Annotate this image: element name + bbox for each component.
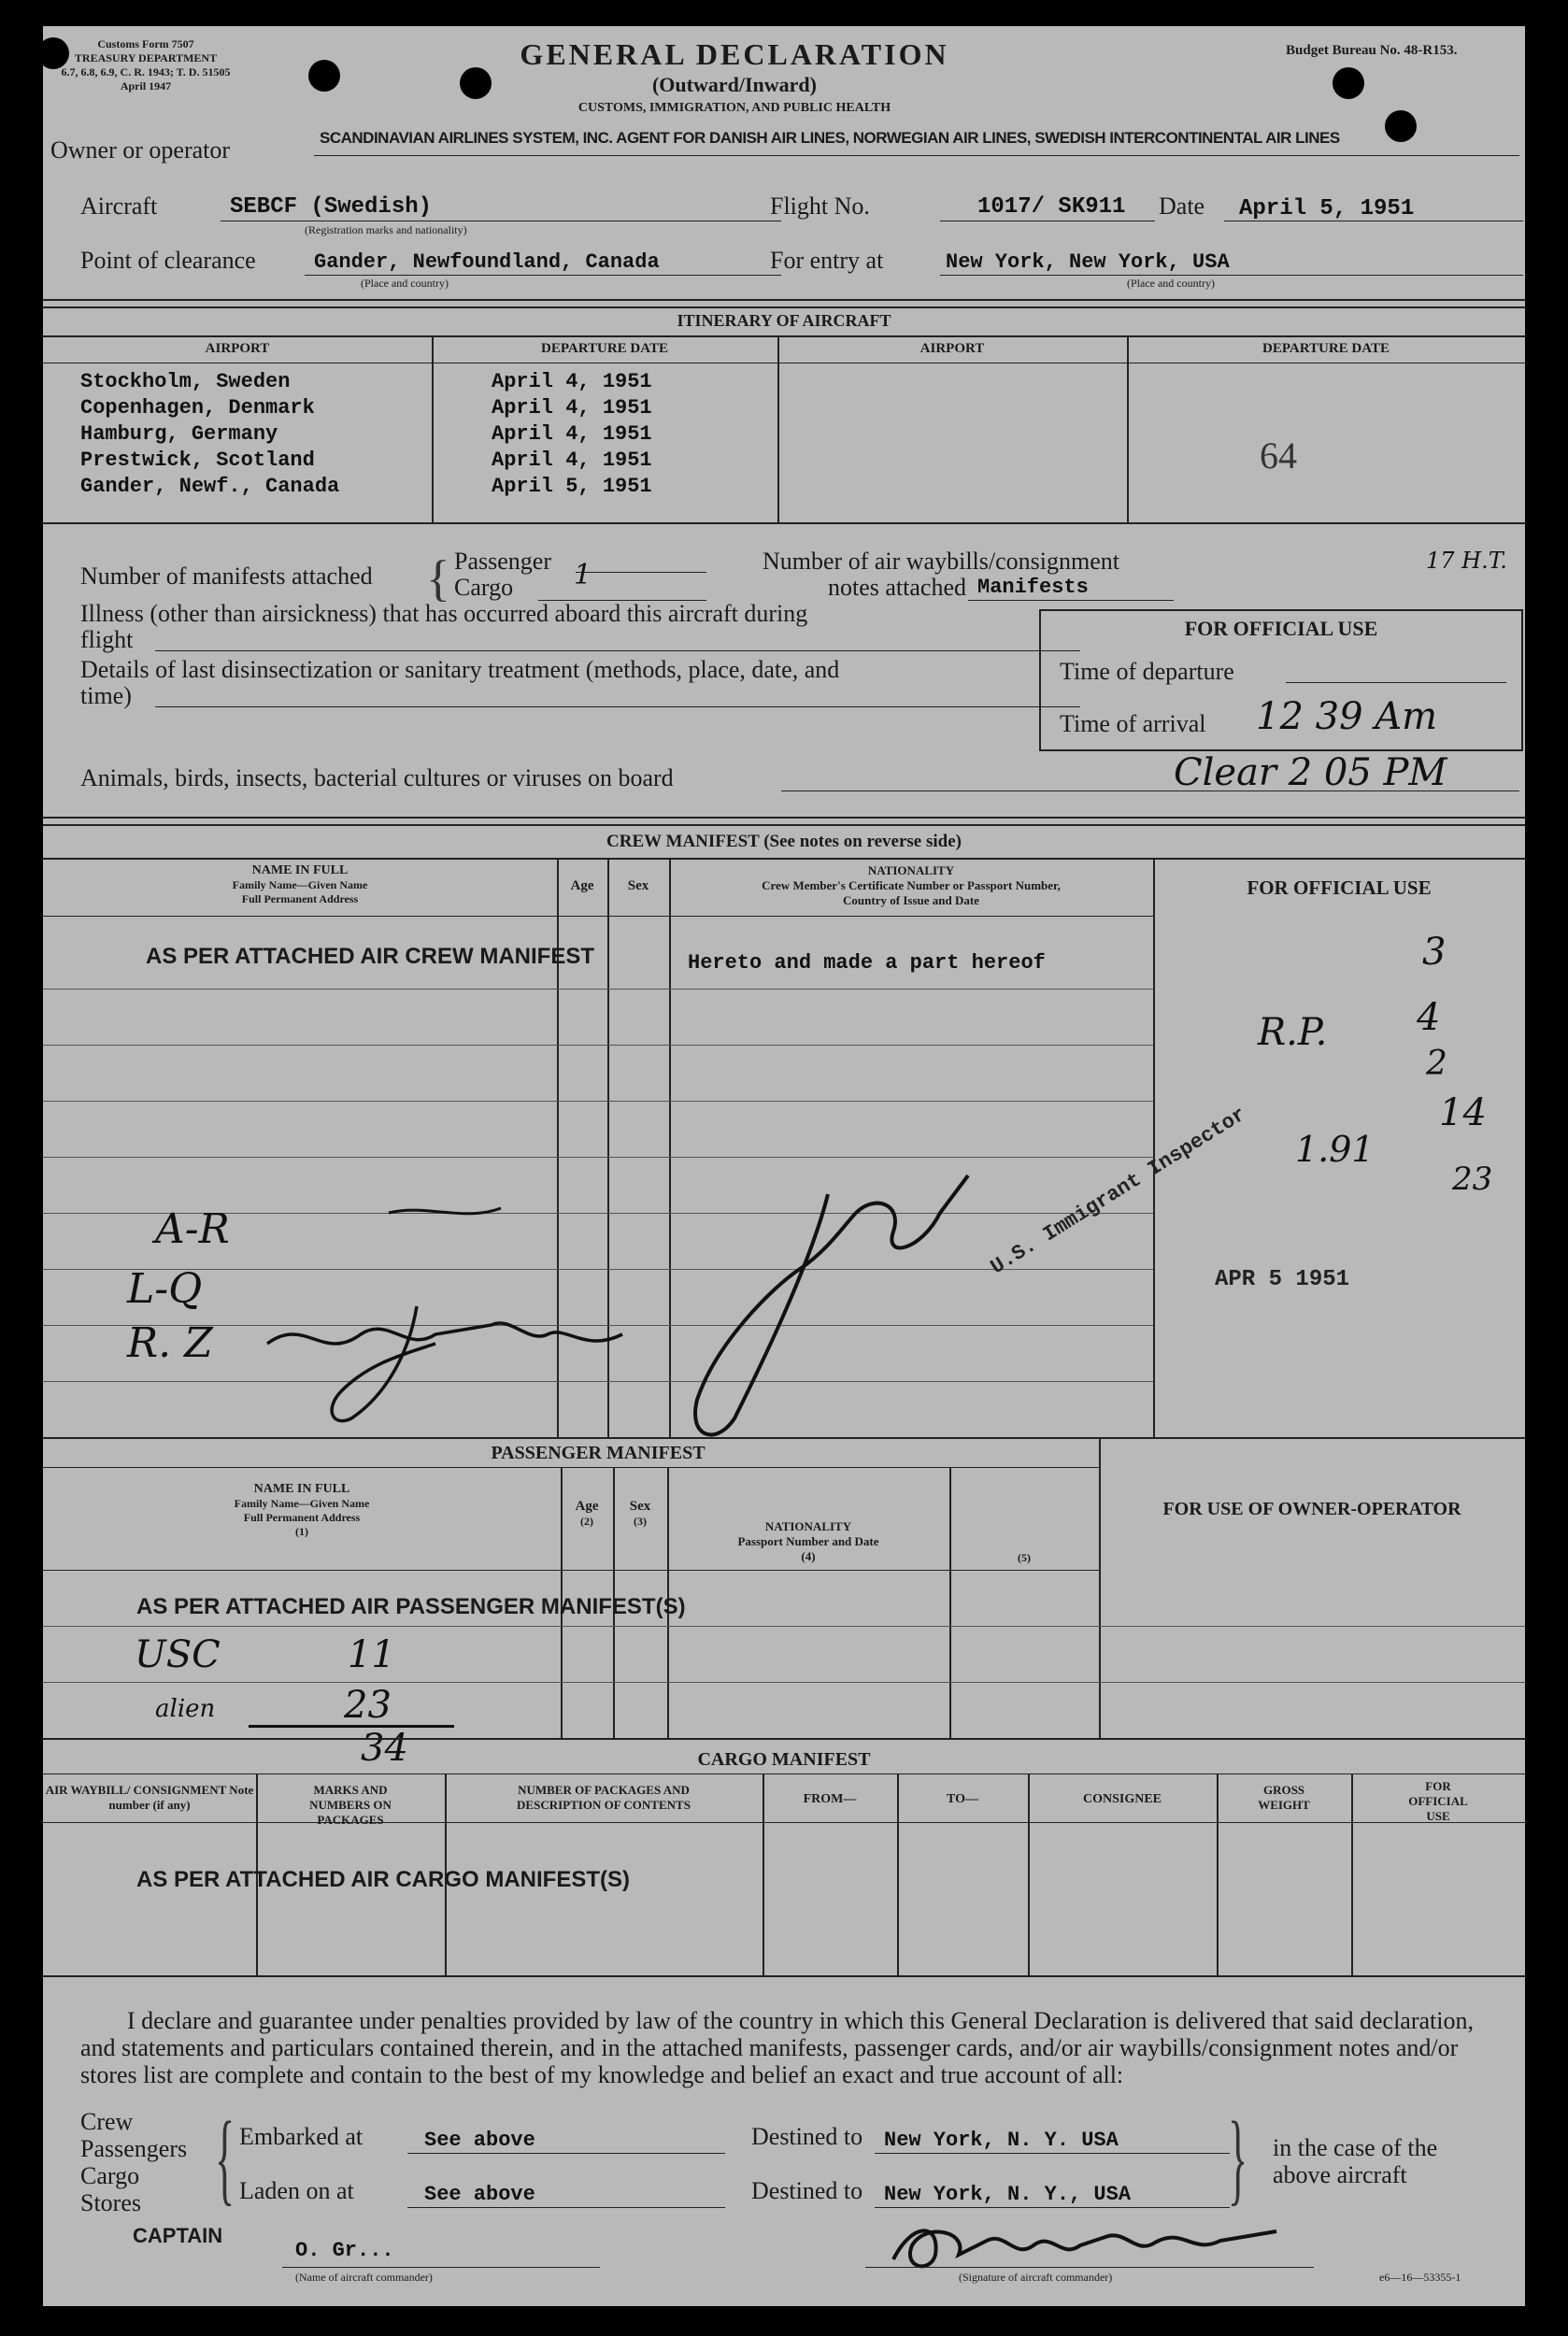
cargo-col-consignee: CONSIGNEE bbox=[1082, 1792, 1162, 1806]
cargo-col-from: FROM— bbox=[803, 1792, 857, 1806]
itinerary-col-departure: DEPARTURE DATE bbox=[540, 341, 668, 356]
cargo-col-official: FOR OFFICIAL USE bbox=[1408, 1779, 1468, 1823]
page-title: GENERAL DECLARATION bbox=[520, 37, 949, 71]
itinerary-airport: Stockholm, Sweden bbox=[80, 370, 291, 393]
official-signatures bbox=[249, 1101, 1090, 1456]
manifests-cargo-mark: 1 bbox=[574, 559, 592, 591]
crew-hand-i: L-Q bbox=[127, 1265, 203, 1313]
animals-label: Animals, birds, insects, bacterial cultures or viruses on board bbox=[80, 764, 674, 791]
waybills-label-1: Number of air waybills/consignment bbox=[763, 548, 1119, 575]
crew-hand-h: A-R bbox=[155, 1205, 230, 1253]
cargo-entry: AS PER ATTACHED AIR CARGO MANIFEST(S) bbox=[136, 1867, 630, 1892]
illness-label-1: Illness (other than airsickness) that has occurred aboard this aircraft during bbox=[80, 600, 808, 627]
crew-col-sex: Sex bbox=[627, 878, 649, 893]
destined-label-2: Destined to bbox=[751, 2177, 863, 2204]
passenger-col-owner: FOR USE OF OWNER-OPERATOR bbox=[1162, 1499, 1461, 1519]
crew-hand-j: R. Z bbox=[127, 1319, 213, 1367]
page-subtitle-2: CUSTOMS, IMMIGRATION, AND PUBLIC HEALTH bbox=[577, 101, 891, 115]
laden-value: See above bbox=[424, 2183, 535, 2206]
declaration-categories: Crew Passengers Cargo Stores bbox=[80, 2108, 188, 2216]
official-use-title: FOR OFFICIAL USE bbox=[1184, 617, 1378, 640]
passenger-hand-a: USC bbox=[135, 1633, 221, 1676]
captain-name: O. Gr... bbox=[295, 2239, 394, 2262]
itinerary-stamp-number: 64 bbox=[1260, 434, 1297, 477]
laden-label: Laden on at bbox=[239, 2177, 354, 2204]
time-of-arrival-label: Time of arrival bbox=[1060, 710, 1206, 737]
official-use-box bbox=[1039, 609, 1523, 751]
crew-hand-d: 2 bbox=[1426, 1045, 1447, 1083]
inspector-stamp-date: APR 5 1951 bbox=[1215, 1267, 1350, 1292]
itinerary-airport: Copenhagen, Denmark bbox=[80, 396, 315, 420]
crew-hand-f: 14 bbox=[1439, 1091, 1487, 1134]
cargo-col-to: TO— bbox=[947, 1792, 978, 1806]
flight-value: 1017/ SK911 bbox=[977, 194, 1126, 220]
itinerary-airport: Gander, Newf., Canada bbox=[80, 475, 340, 498]
passenger-col-5: (5) bbox=[1018, 1551, 1031, 1564]
cargo-col-packages: NUMBER OF PACKAGES AND DESCRIPTION OF CONTENTS bbox=[517, 1783, 691, 1812]
passenger-title: PASSENGER MANIFEST bbox=[491, 1443, 706, 1463]
embarked-label: Embarked at bbox=[239, 2123, 363, 2150]
illness-label-2: flight bbox=[80, 626, 134, 653]
declaration-text: I declare and guarantee under penalties provided by law of the country in which this General Declaration is delivered that said declaration, and statements and particulars contained therein, and in the attached manifests, passenger cards, and/or air waybills/consignment notes and/or stores list are complete and contain to the best of my knowledge and belief an exact and true account of all: bbox=[80, 2007, 1474, 2088]
passenger-entry: AS PER ATTACHED AIR PASSENGER MANIFEST(S) bbox=[136, 1594, 686, 1619]
itinerary-col-airport-2: AIRPORT bbox=[919, 341, 985, 356]
itinerary-col-airport: AIRPORT bbox=[205, 341, 270, 356]
owner-label: Owner or operator bbox=[50, 136, 231, 164]
page-subtitle: (Outward/Inward) bbox=[651, 73, 817, 96]
time-of-arrival-value: 12 39 Am bbox=[1256, 695, 1438, 738]
cargo-col-marks: MARKS AND NUMBERS ON PACKAGES bbox=[309, 1783, 392, 1827]
punch-hole bbox=[308, 60, 340, 92]
aircraft-label: Aircraft bbox=[80, 192, 158, 220]
clearance-value: Gander, Newfoundland, Canada bbox=[314, 250, 660, 274]
immigrant-inspector-stamp: U.S. Immigrant Inspector bbox=[987, 1103, 1250, 1280]
entry-sub: (Place and country) bbox=[1127, 277, 1215, 290]
cargo-col-waybill: AIR WAYBILL/ CONSIGNMENT Note number (if any) bbox=[45, 1783, 254, 1812]
destined-value-2: New York, N. Y., USA bbox=[884, 2183, 1132, 2206]
clearance-label: Point of clearance bbox=[80, 247, 256, 274]
crew-col-nationality: NATIONALITY Crew Member's Certificate Number or Passport Number, Country of Issue and Date bbox=[762, 863, 1061, 907]
passenger-hand-d: 23 bbox=[344, 1684, 392, 1727]
time-of-departure-label: Time of departure bbox=[1060, 658, 1234, 685]
itinerary-date: April 4, 1951 bbox=[492, 396, 652, 420]
corner-note: 17 H.T. bbox=[1426, 548, 1507, 574]
passenger-col-age: Age (2) bbox=[575, 1499, 599, 1528]
passenger-col-nationality: NATIONALITY Passport Number and Date (4) bbox=[737, 1519, 879, 1563]
clearance-sub: (Place and country) bbox=[361, 277, 449, 290]
passenger-hand-c: alien bbox=[155, 1695, 216, 1723]
clearance-note: Clear 2 05 PM bbox=[1174, 751, 1447, 794]
form-code: e6—16—53355-1 bbox=[1379, 2271, 1461, 2284]
crew-hand-a: 3 bbox=[1422, 931, 1447, 974]
itinerary-date: April 4, 1951 bbox=[492, 370, 652, 393]
destined-value-1: New York, N. Y. USA bbox=[884, 2129, 1119, 2152]
form-paper: Customs Form 7507 TREASURY DEPARTMENT 6.7, 6.8, 6.9, C. R. 1943; T. D. 51505 April 1947 Budget Bureau No. 48-R153. GENERAL DECLARATION (Outward/Inward) CUSTOMS, IMMIGRATION, AND PUBLIC HEALTH Owner or operator SCANDINAVIAN AIRLINES SYSTEM, INC. AGENT FOR DANISH AIR LINES, NORWEGIAN AIR LINES, SWEDISH INTERCONTINENTAL AIR LINES Aircraft SEBCF (Swedish) (Registration marks and nationality) Flight No. 1017/ SK911 Date April 5, 1951 Point of clearance Gander, Newfoundland, Canada (Place and country) For entry at New York, New York, USA (Place and country) ITINERARY OF AIRCRAFT AIRPORT DEPARTURE DATE AIRPORT DEPARTURE DATE Stockholm, Sweden April 4, 1951 Copenhagen, Denmark April 4, 1951 Hamburg, Germany April 4, 1951 Prestwick, Scotland April 4, 1951 Gander, Newf., Canada April 5, 1951 64 17 H.T. Number of manifests attached { Passenger Cargo 1 Number of air waybills/consignment notes attached Manifests Illness (other than airsickness) that has occurred aboard this aircraft during flight Details of last disinsectization or sanitary treatment (methods, place, date, and time) Animals, birds, insects, bacterial cultures or viruses on board FOR OFFICIAL USE Time of departure Time of arrival 12 39 Am Clear 2 05 PM CREW MANIFEST (See notes on reverse side) NAME IN FULL Family Name—Given Name Full Permanent Address Age Sex NATIONALITY Crew Member's Certificate Number or Passport Number, Country of Issue and Date FOR OFFICIAL USE AS PER ATTACHED AIR CREW MANIFEST Hereto and made a part hereof 3 4 R.P. 2 1.91 14 23 A-R L-Q R. Z U.S. Immigrant Inspector APR 5 1951 PASSENGER MANIFEST NAME IN FULL Family Name—Given Name Full Permanent Address (1) Age (2) Sex (3) NATIONALITY Passport Number and Date (4) (5) FOR USE OF OWNER-OPERATOR AS PER ATTACHED AIR PASSENGER MANIFEST(S) USC 11 alien 23 34 CARGO MANIFEST AIR WAYBILL/ CONSIGNMENT Note number (if any) MARKS AND NUMBERS ON PACKAGES NUMBER OF PACKAGES AND DESCRIPTION OF CONTENTS FROM— TO— CONSIGNEE GROSS WEIGHT FOR OFFICIAL USE AS PER ATTACHED AIR CARGO MANIFEST(S) I declare and guarantee under penalties provided by law of the country in which this General Declaration is delivered that said declaration, and statements and particulars contained therein, and in the attached manifests, passenger cards, and/or air waybills/consignment notes and/or stores list are complete and contain to the best of my knowledge and belief an exact and true account of all: Crew Passengers Cargo Stores { Embarked at See above Laden on at See above Destined to New York, N. Y. USA Destined to New York, N. Y., USA } in the case of the above aircraft CAPTAIN O. Gr... (Name of aircraft commander) (Signature of aircraft commander) e6—16—53355-1 bbox=[43, 26, 1525, 2306]
manifests-passenger: Passenger bbox=[454, 548, 551, 575]
crew-title: CREW MANIFEST (See notes on reverse side) bbox=[606, 832, 962, 851]
date-value: April 5, 1951 bbox=[1239, 196, 1415, 221]
passenger-hand-b: 11 bbox=[348, 1633, 395, 1676]
punch-hole bbox=[1385, 110, 1417, 142]
itinerary-airport: Prestwick, Scotland bbox=[80, 449, 315, 472]
crew-entry: AS PER ATTACHED AIR CREW MANIFEST bbox=[146, 944, 594, 969]
crew-col-name: NAME IN FULL Family Name—Given Name Full Permanent Address bbox=[232, 863, 368, 905]
entry-value: New York, New York, USA bbox=[946, 250, 1230, 274]
disinsect-label-1: Details of last disinsectization or sanitary treatment (methods, place, date, and bbox=[80, 656, 840, 683]
form-id: Customs Form 7507 TREASURY DEPARTMENT 6.7, 6.8, 6.9, C. R. 1943; T. D. 51505 April 1947 bbox=[61, 37, 231, 93]
entry-label: For entry at bbox=[770, 247, 884, 274]
waybills-value: Manifests bbox=[977, 576, 1089, 599]
crew-col-official: FOR OFFICIAL USE bbox=[1247, 876, 1432, 899]
itinerary-date: April 4, 1951 bbox=[492, 422, 652, 446]
budget-bureau-number: Budget Bureau No. 48-R153. bbox=[1286, 43, 1458, 58]
crew-hand-b: 4 bbox=[1417, 996, 1441, 1039]
crew-hand-e: 1.91 bbox=[1295, 1129, 1375, 1170]
aircraft-sub: (Registration marks and nationality) bbox=[305, 223, 467, 236]
itinerary-date: April 5, 1951 bbox=[492, 475, 652, 498]
disinsect-label-2: time) bbox=[80, 682, 132, 709]
punch-hole bbox=[1333, 67, 1364, 99]
cargo-col-weight: GROSS WEIGHT bbox=[1258, 1783, 1310, 1812]
date-label: Date bbox=[1159, 192, 1205, 220]
passenger-col-name: NAME IN FULL Family Name—Given Name Full Permanent Address (1) bbox=[234, 1482, 370, 1538]
passenger-col-sex: Sex (3) bbox=[629, 1499, 651, 1528]
flight-label: Flight No. bbox=[770, 192, 870, 220]
itinerary-col-departure-2: DEPARTURE DATE bbox=[1262, 341, 1390, 356]
aircraft-value: SEBCF (Swedish) bbox=[230, 194, 433, 220]
owner-value: SCANDINAVIAN AIRLINES SYSTEM, INC. AGENT FOR DANISH AIR LINES, NORWEGIAN AIR LINES, SWEDISH INTERCONTINENTAL AIR LINES bbox=[320, 129, 1340, 147]
captain-sub: (Name of aircraft commander) bbox=[295, 2271, 433, 2284]
case-text: in the case of the above aircraft bbox=[1273, 2134, 1438, 2188]
waybills-label-2: notes attached bbox=[828, 574, 966, 601]
destined-label-1: Destined to bbox=[751, 2123, 863, 2150]
embarked-value: See above bbox=[424, 2129, 535, 2152]
itinerary-title: ITINERARY OF AIRCRAFT bbox=[677, 311, 891, 330]
passenger-hand-e: 34 bbox=[361, 1727, 408, 1770]
signature-sub: (Signature of aircraft commander) bbox=[959, 2271, 1113, 2284]
crew-hand-g: 23 bbox=[1452, 1161, 1493, 1198]
crew-col-age: Age bbox=[570, 878, 594, 893]
crew-entry-2: Hereto and made a part hereof bbox=[688, 951, 1046, 975]
captain-label: CAPTAIN bbox=[133, 2224, 223, 2247]
itinerary-date: April 4, 1951 bbox=[492, 449, 652, 472]
crew-hand-c: R.P. bbox=[1258, 1011, 1328, 1054]
manifests-cargo: Cargo bbox=[454, 574, 514, 601]
cargo-title: CARGO MANIFEST bbox=[697, 1749, 871, 1770]
itinerary-airport: Hamburg, Germany bbox=[80, 422, 278, 446]
manifests-label: Number of manifests attached bbox=[80, 563, 373, 590]
